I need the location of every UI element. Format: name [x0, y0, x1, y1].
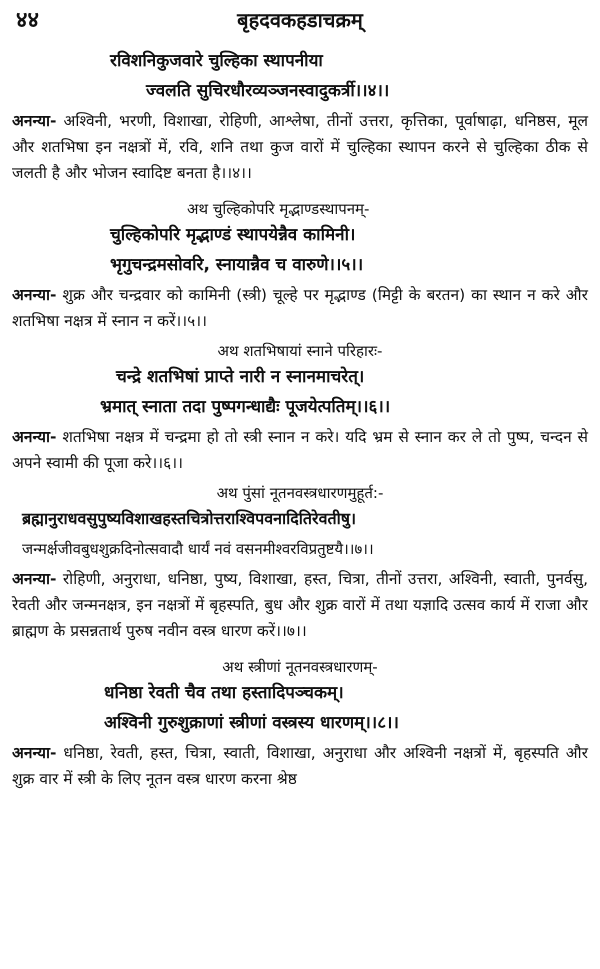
section-verse-6: [12, 340, 588, 476]
commentary-label: अनन्या-: [12, 286, 57, 304]
commentary-text: अश्विनी, भरणी, विशाखा, रोहिणी, आश्लेषा, तीनों उत्तरा, कृत्तिका, पूर्वाषाढ़ा, धनिष्ठस, मूल और शतभिषा इन नक्षत्रों में, रवि, शनि तथा कुज वारों में चुल्हिका स्थापन करने से चुल्हिका ठीक से जलती है और भोजन स्वादिष्ट बनता है।।४।।: [12, 112, 588, 182]
commentary-label: अनन्या-: [12, 744, 57, 762]
verse-line: रविशनिकुजवारे चुल्हिका स्थापनीया: [110, 51, 323, 71]
section-heading: अथ स्त्रीणां नूतनवस्त्रधारणम्-: [222, 658, 378, 676]
section-verse-5: [12, 198, 588, 334]
page-header: [12, 0, 588, 40]
commentary-label: अनन्या-: [12, 570, 57, 588]
commentary-paragraph: [12, 282, 588, 334]
commentary-paragraph: [12, 566, 588, 644]
commentary-paragraph: [12, 740, 588, 792]
commentary-text: शुक्र और चन्द्रवार को कामिनी (स्त्री) चूल्हे पर मृद्भाण्ड (मिट्टी के बरतन) का स्थान न करे और शतभिषा नक्षत्र में स्नान न करें।।५।।: [12, 286, 588, 330]
section-heading: अथ पुंसां नूतनवस्त्रधारणमुहूर्त:-: [216, 484, 384, 502]
section-heading: अथ शतभिषायां स्नाने परिहारः-: [217, 342, 383, 360]
commentary-text: रोहिणी, अनुराधा, धनिष्ठा, पुष्य, विशाखा, हस्त, चित्रा, तीनों उत्तरा, अश्विनी, स्वाती, पुनर्वसु, रेवती और जन्मनक्षत्र, इन नक्षत्रों में बृहस्पति, बुध और शुक्र वारों में तथा यज्ञादि उत्सव कार्य में राजा और ब्राह्मण के प्रसन्नतार्थ पुरुष नवीन वस्त्र धारण करें।।७।।: [12, 570, 588, 640]
commentary-text: धनिष्ठा, रेवती, हस्त, चित्रा, स्वाती, विशाखा, अनुराधा और अश्विनी नक्षत्रों में, बृहस्पति और शुक्र वार में स्त्री के लिए नूतन वस्त्र धारण करना श्रेष्ठ: [12, 744, 588, 788]
commentary-paragraph: [12, 424, 588, 476]
verse-line: अश्विनी गुरुशुक्राणां स्त्रीणां वस्त्रस्य धारणम्।।८।।: [104, 713, 399, 733]
section-verse-4: [12, 46, 588, 186]
verse-line: भृगुचन्द्रमसोवरि, स्नायान्नैव च वारुणे।।५।।: [110, 255, 364, 275]
verse-line: ज्वलति सुचिरधौरव्यञ्जनस्वादुकर्त्री।।४।।: [146, 81, 390, 101]
commentary-text: शतभिषा नक्षत्र में चन्द्रमा हो तो स्त्री स्नान न करे। यदि भ्रम से स्नान कर ले तो पुष्प, चन्दन से अपने स्वामी की पूजा करे।।६।।: [12, 428, 588, 472]
commentary-label: अनन्या-: [12, 428, 57, 446]
verse-line: चुल्हिकोपरि मृद्भाण्डं स्थापयेन्नैव कामिनी।: [110, 225, 356, 245]
running-title: बृहदवकहडाचक्रम्: [237, 8, 363, 32]
page-number: ४४: [16, 8, 39, 33]
section-verse-7: [12, 482, 588, 644]
verse-line: चन्द्रे शतभिषां प्राप्ते नारी न स्नानमाचरेत्।: [116, 367, 365, 387]
verse-line: जन्मर्क्षजीवबुधशुक्रदिनोत्सवादौ धार्यं नवं वसनमीश्वरविप्रतुष्टयै।।७।।: [22, 540, 374, 558]
verse-line: धनिष्ठा रेवती चैव तथा हस्तादिपञ्चकम्।: [104, 683, 344, 703]
section-verse-8: [12, 656, 588, 792]
commentary-paragraph: [12, 108, 588, 186]
verse-line: भ्रमात् स्नाता तदा पुष्पगन्धाद्यैः पूजयेत्पतिम्।।६।।: [100, 397, 391, 417]
verse-line: ब्रह्मानुराधवसुपुष्यविशाखहस्तचित्रोत्तराश्विपवनादितिरेवतीषु।: [22, 509, 357, 528]
commentary-label: अनन्या-: [12, 112, 57, 130]
section-heading: अथ चुल्हिकोपरि मृद्भाण्डस्थापनम्-: [187, 200, 370, 218]
